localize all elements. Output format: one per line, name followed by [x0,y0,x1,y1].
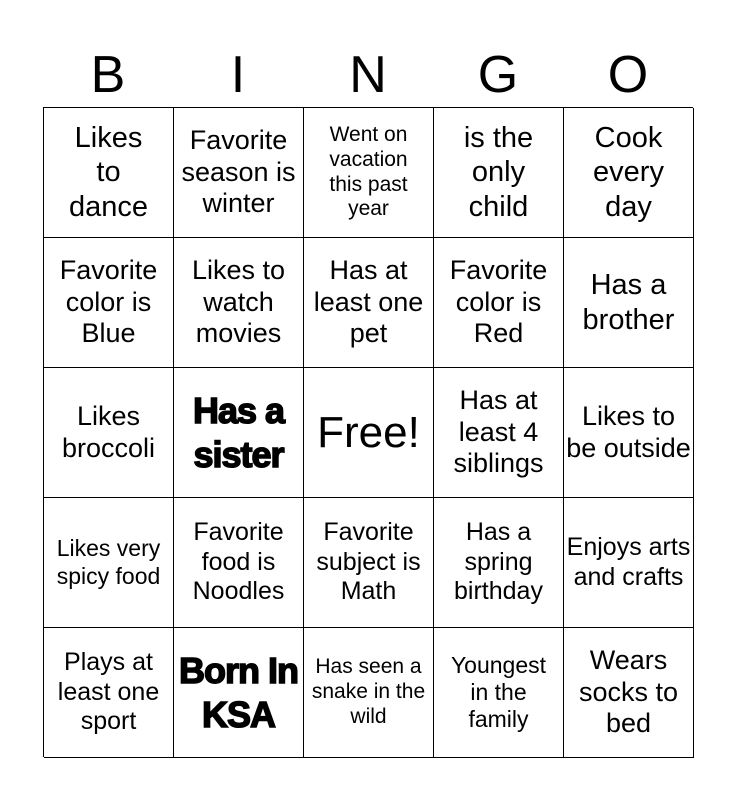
cell-text: Wears socks to bed [578,644,679,739]
cell-text: Cook every day [593,122,664,223]
cell-text: Favorite color is Red [449,254,548,349]
cell-text: Has at least one pet [313,254,424,349]
bingo-cell-r3-c2[interactable] [174,368,304,498]
cell-text: Favorite color is Blue [59,254,158,349]
cell-text: Plays at least one sport [57,648,160,736]
bingo-cell-r4-c5[interactable] [564,498,694,628]
bingo-cell-r3-c4[interactable] [434,368,564,498]
bingo-cell-r2-c3[interactable] [304,238,434,368]
cell-text: Likes very spicy food [56,535,161,589]
bingo-cell-r2-c1[interactable] [44,238,174,368]
bingo-cell-r2-c5[interactable] [564,238,694,368]
bingo-cell-r3-c5[interactable] [564,368,694,498]
bingo-cell-r1-c2[interactable] [174,108,304,238]
bingo-cell-r4-c1[interactable] [44,498,174,628]
bingo-cell-r1-c1[interactable] [44,108,174,238]
header-letter-g: G [477,46,519,104]
bingo-card-grid [43,107,693,757]
cell-text: Favorite subject is Math [316,518,421,606]
cell-text: Went on vacation this past year [329,122,408,221]
bingo-cell-r1-c4[interactable] [434,108,564,238]
cell-text: Enjoys arts and crafts [566,533,691,591]
bingo-cell-r4-c4[interactable] [434,498,564,628]
bingo-header [43,44,693,106]
bingo-cell-r5-c2[interactable] [174,628,304,758]
cell-text: Likes broccoli [61,400,156,463]
cell-text: Likes to watch movies [191,254,286,349]
cell-text: Born In KSA [179,650,298,735]
cell-text: Youngest in the family [450,651,547,733]
bingo-cell-r5-c3[interactable] [304,628,434,758]
cell-text: is the only child [463,122,534,223]
free-space-text: Free! [317,407,420,457]
bingo-cell-r1-c3[interactable] [304,108,434,238]
header-letter-i: I [230,46,246,104]
free-space-cell[interactable] [304,368,434,498]
header-letter-o: O [607,46,649,104]
cell-text: Has a spring birthday [454,518,543,606]
bingo-cell-r3-c1[interactable] [44,368,174,498]
cell-text: Has a sister [192,390,285,475]
bingo-cell-r2-c2[interactable] [174,238,304,368]
bingo-cell-r4-c2[interactable] [174,498,304,628]
cell-text: Favorite food is Noodles [192,518,285,606]
bingo-cell-r2-c4[interactable] [434,238,564,368]
bingo-cell-r4-c3[interactable] [304,498,434,628]
bingo-cell-r1-c5[interactable] [564,108,694,238]
bingo-cell-r5-c4[interactable] [434,628,564,758]
bingo-cell-r5-c1[interactable] [44,628,174,758]
bingo-cell-r5-c5[interactable] [564,628,694,758]
header-letter-n: N [349,46,387,104]
cell-text: Has at least 4 siblings [453,384,544,479]
cell-text: Has seen a snake in the wild [311,655,426,728]
cell-text: Likes to be outside [566,400,691,463]
cell-text: Likes to dance [68,122,148,223]
header-letter-b: B [90,46,126,104]
cell-text: Favorite season is winter [181,124,296,219]
cell-text: Has a brother [582,269,675,336]
